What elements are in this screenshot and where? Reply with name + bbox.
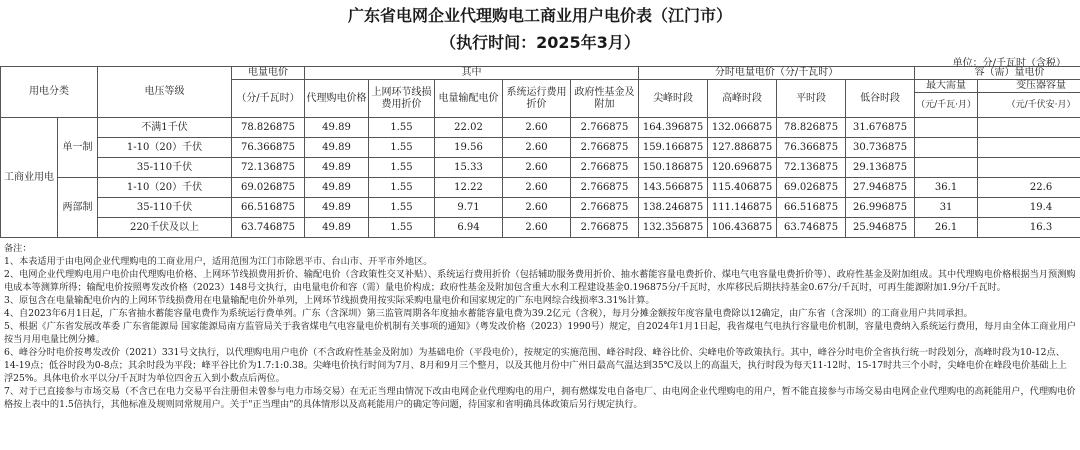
cell-flat: 76.366875 (777, 138, 846, 158)
note-item: 2、电网企业代理购电用户电价由代理购电价格、上网环节线损费用折价、输配电价（含政策性交叉补贴）、系统运行费用折价（包括辅助服务费用折价、抽水蓄能容量电费折价、煤电气电容量电费折价等）、政府性基金及附加组成。其中代理购电价格根据当月预测购电成本等测算所得；输配电价按照粤发改价格（2023）148号文执行，由电量电价和容（需）量电价构成；政府性基金及附加包含重大水利工程建设基金0.196875分/千瓦时，水库移民后期扶持基金0.67分/千瓦时，可再生能源附加1.9分/千瓦时。 (4, 269, 1076, 293)
cell-agency: 49.89 (305, 178, 369, 198)
header-category: 用电分类 (1, 67, 98, 118)
cell-voltage: 35-110千伏 (98, 198, 232, 218)
cell-sharp: 150.186875 (639, 158, 708, 178)
header-peak-sharp: 尖峰时段 (639, 80, 708, 118)
header-tou-group: 分时电量电价（分/千瓦时） (639, 67, 915, 80)
cell-flat: 63.746875 (777, 218, 846, 238)
cell-trf (978, 138, 1080, 158)
cell-energy: 63.746875 (232, 218, 305, 238)
cell-sys: 2.60 (503, 218, 571, 238)
cell-sharp: 143.566875 (639, 178, 708, 198)
header-flat: 平时段 (777, 80, 846, 118)
table-row (1, 178, 1080, 198)
cell-sys: 2.60 (503, 158, 571, 178)
cell-trf (978, 158, 1080, 178)
cell-sys: 2.60 (503, 198, 571, 218)
cell-flat: 66.516875 (777, 198, 846, 218)
cell-sys: 2.60 (503, 138, 571, 158)
cell-gov: 2.766875 (571, 198, 639, 218)
header-voltage: 电压等级 (98, 67, 232, 118)
cell-loss: 1.55 (369, 198, 435, 218)
category-main: 工商业用电 (1, 118, 58, 238)
cell-trans: 19.56 (435, 138, 503, 158)
cell-maxd: 31 (915, 198, 978, 218)
header-transmission: 电量输配电价 (435, 80, 503, 118)
header-agency-price: 代理购电价格 (305, 80, 369, 118)
page-title: 广东省电网企业代理购电工商业用户电价表（江门市） (347, 6, 732, 25)
cell-trf: 16.3 (978, 218, 1080, 238)
cell-agency: 49.89 (305, 138, 369, 158)
cell-flat: 72.136875 (777, 158, 846, 178)
cell-agency: 49.89 (305, 218, 369, 238)
header-energy-price: 电量电价 (232, 67, 305, 80)
header-transformer-unit: （元/千伏安·月） (978, 93, 1080, 118)
table-row (1, 158, 1080, 178)
cell-sharp: 164.396875 (639, 118, 708, 138)
cell-gov: 2.766875 (571, 118, 639, 138)
cell-peak: 115.406875 (708, 178, 777, 198)
notes-section (4, 242, 1076, 411)
page-subtitle: （执行时间：2025年3月） (440, 33, 640, 52)
cell-valley: 30.736875 (846, 138, 915, 158)
cell-trf: 19.4 (978, 198, 1080, 218)
cell-loss: 1.55 (369, 158, 435, 178)
cell-peak: 111.146875 (708, 198, 777, 218)
header-peak: 高峰时段 (708, 80, 777, 118)
cell-voltage: 35-110千伏 (98, 158, 232, 178)
cell-loss: 1.55 (369, 218, 435, 238)
note-item: 6、峰谷分时电价按粤发改价（2021）331号文执行，以代理购电用户电价（不含政府性基金及附加）为基础电价（平段电价），按规定的实施范围、峰谷时段、峰谷比价、尖峰电价等政策执行。其中，峰谷分时电价全省执行统一时段划分，高峰时段为10-12点、14-19点；低谷时段为0-8点；其余时段为平段；峰平谷比价为1.7:1:0.38。尖峰电价执行时间为7月、8月和9月三个整月，以及其他月份中广州日最高气温达到35℃及以上的高温天，执行时段为每天11-12时、15-17时共三个小时，尖峰电价在峰段电价基础上上浮25%。具体电价水平以分/千瓦时为单位四舍五入到小数点后两位。 (4, 347, 1067, 384)
note-item: 5、根据《广东省发展改革委 广东省能源局 国家能源局南方监管局关于我省煤电气电容量电价机制有关事项的通知》（粤发改价格（2023）1990号）规定，自2024年1月1日起，我省煤电气电执行容量电价机制，容量电费纳入系统运行费用，每月由全体工商业用户按当月用电量比例分摊。 (4, 321, 1076, 345)
note-item: 1、本表适用于由电网企业代理购电的工商业用户，适用范围为江门市除恩平市、台山市、开平市外地区。 (4, 256, 433, 267)
header-sys-cost: 系统运行费用折价 (503, 80, 571, 118)
category-two: 两部制 (58, 178, 98, 238)
cell-sharp: 132.356875 (639, 218, 708, 238)
cell-energy: 78.826875 (232, 118, 305, 138)
cell-sys: 2.60 (503, 178, 571, 198)
cell-energy: 69.026875 (232, 178, 305, 198)
cell-loss: 1.55 (369, 118, 435, 138)
header-max-demand-unit: （元/千瓦·月） (915, 93, 978, 118)
cell-trans: 9.71 (435, 198, 503, 218)
header-gov-fund: 政府性基金及附加 (571, 80, 639, 118)
header-capacity-group: 容（需）量电价 (915, 67, 1080, 80)
cell-valley: 25.946875 (846, 218, 915, 238)
cell-peak: 120.696875 (708, 158, 777, 178)
cell-agency: 49.89 (305, 198, 369, 218)
table-row (1, 118, 1080, 138)
cell-loss: 1.55 (369, 138, 435, 158)
cell-trf (978, 118, 1080, 138)
cell-sharp: 159.166875 (639, 138, 708, 158)
cell-loss: 1.55 (369, 178, 435, 198)
table-row (1, 198, 1080, 218)
cell-peak: 127.886875 (708, 138, 777, 158)
cell-gov: 2.766875 (571, 158, 639, 178)
cell-gov: 2.766875 (571, 218, 639, 238)
note-item: 4、自2023年6月1日起，广东省抽水蓄能容量电费作为系统运行费单列。广东（含深圳）第三监管周期各年度抽水蓄能容量电费为39.2亿元（含税），每月分摊金额按年度容量电费除以12确定，由广东省（含深圳）的工商业用户共同承担。 (4, 308, 973, 319)
cell-peak: 132.066875 (708, 118, 777, 138)
notes-heading: 备注： (4, 243, 32, 254)
cell-energy: 76.366875 (232, 138, 305, 158)
cell-valley: 26.996875 (846, 198, 915, 218)
cell-energy: 66.516875 (232, 198, 305, 218)
note-item: 3、原包含在电量输配电价内的上网环节线损费用在电量输配电价外单列，上网环节线损费用按实际采购电量电价和国家规定的广东电网综合线损率3.31%计算。 (4, 295, 655, 306)
table-row (1, 218, 1080, 238)
cell-trans: 22.02 (435, 118, 503, 138)
header-transformer: 变压器容量 (978, 80, 1080, 93)
cell-agency: 49.89 (305, 158, 369, 178)
cell-sharp: 138.246875 (639, 198, 708, 218)
cell-maxd (915, 138, 978, 158)
cell-maxd: 36.1 (915, 178, 978, 198)
cell-valley: 29.136875 (846, 158, 915, 178)
header-valley: 低谷时段 (846, 80, 915, 118)
cell-gov: 2.766875 (571, 138, 639, 158)
cell-trans: 6.94 (435, 218, 503, 238)
cell-trf: 22.6 (978, 178, 1080, 198)
cell-maxd (915, 158, 978, 178)
note-item: 7、对于已直接参与市场交易（不含已在电力交易平台注册但未曾参与电力市场交易）在无正当理由情况下改由电网企业代理购电的用户，拥有燃煤发电自备电厂、由电网企业代理购电的用户，暂不能直接参与市场交易由电网企业代理购电的高耗能用户，代理购电价格按上表中的1.5倍执行，其他标准及规则同常规用户。关于"正当理由"的具体情形以及高耗能用户的确定等问题，待国家和省明确具体政策后另行规定执行。 (4, 386, 1076, 410)
cell-valley: 27.946875 (846, 178, 915, 198)
cell-voltage: 1-10（20）千伏 (98, 178, 232, 198)
header-of-which: 其中 (305, 67, 639, 80)
header-max-demand: 最大需量 (915, 80, 978, 93)
cell-agency: 49.89 (305, 118, 369, 138)
cell-voltage: 不满1千伏 (98, 118, 232, 138)
header-grid-loss: 上网环节线损费用折价 (369, 80, 435, 118)
cell-gov: 2.766875 (571, 178, 639, 198)
cell-voltage: 220千伏及以上 (98, 218, 232, 238)
cell-flat: 78.826875 (777, 118, 846, 138)
cell-trans: 15.33 (435, 158, 503, 178)
cell-flat: 69.026875 (777, 178, 846, 198)
header-energy-price-unit: （分/千瓦时） (232, 80, 305, 118)
cell-maxd (915, 118, 978, 138)
cell-maxd: 26.1 (915, 218, 978, 238)
cell-valley: 31.676875 (846, 118, 915, 138)
cell-trans: 12.22 (435, 178, 503, 198)
table-row (1, 138, 1080, 158)
cell-voltage: 1-10（20）千伏 (98, 138, 232, 158)
cell-peak: 106.436875 (708, 218, 777, 238)
category-single: 单一制 (58, 118, 98, 178)
cell-energy: 72.136875 (232, 158, 305, 178)
price-table (0, 66, 1080, 238)
unit-note: 单位：分/千瓦时（含税） (952, 58, 1066, 69)
cell-sys: 2.60 (503, 118, 571, 138)
